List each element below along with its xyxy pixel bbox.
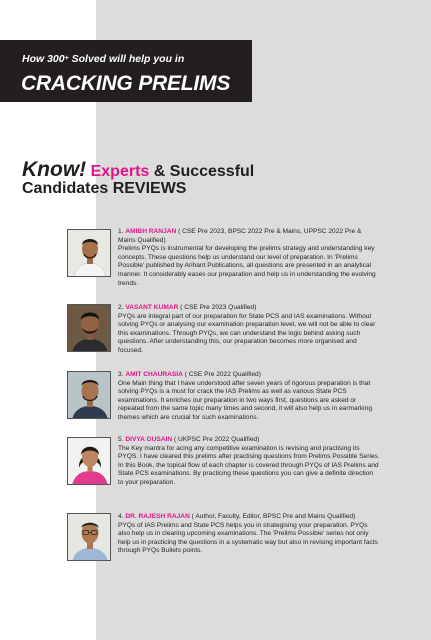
reviewer-credentials: ( CSE Pre 2023 Qualified) [178, 304, 257, 311]
review-2 [118, 304, 380, 356]
heading-successful: & Successful [153, 163, 255, 180]
avatar-divya-gusain [67, 437, 111, 485]
review-3 [118, 371, 380, 423]
banner-subtitle-tail: Solved will help you in [71, 53, 185, 65]
review-text: Prelims PYQs is instrumental for developing the prelims strategy and understanding key concepts. These questions help us understand our level of preparation. In 'Prelims Possible' published by Arihant Publications, all questions are presented in an analytical manner. It considerably eases our preparation and help us in understanding the evolving trends. [118, 245, 376, 287]
review-1 [118, 228, 380, 288]
review-text: PYQs of IAS Prelims and State PCS helps you in strategising your preparation. PYQs also help us in clearing upcoming examinations. The 'Prelims Possible' series not only help us in practicing the questions in a systematic way but also in revising important facts through PYQs Bullets points. [118, 521, 378, 555]
reviewer-credentials: ( CSE Pre 2022 Qualified) [182, 371, 261, 378]
banner-subtitle [22, 53, 184, 65]
avatar-amibh-ranjan [67, 229, 111, 277]
reviews-heading [22, 158, 254, 182]
review-text: The Key mantra for acing any competitive examination is revising and practising its PYQS. I have cleared this prelims after practising questions from Prelims Possible Series. In this Book, the topical flow of each chapter is covered through PYQs of IAS Prelims and State PCS examinations. By practicing these questions you can give a definite direction to your preparation. [118, 444, 380, 486]
heading-know: Know! [22, 158, 87, 181]
banner-subtitle-lead: How [22, 53, 45, 65]
review-5 [118, 513, 380, 556]
reviewer-credentials: ( CSE Pre 2023, BPSC 2022 Pre & Mains, UPPSC 2022 Pre & Mains Qualified) [118, 228, 362, 244]
banner-plus: + [64, 55, 69, 62]
review-index: 4. [118, 513, 124, 520]
heading-line-2: Candidates REVIEWS [22, 180, 187, 197]
banner-number: 300 [47, 53, 65, 65]
review-index: 3. [118, 371, 124, 378]
review-index: 5. [118, 436, 124, 443]
avatar-amit-chaurasia [67, 371, 111, 419]
reviewer-name: AMIBH RANJAN [125, 228, 177, 235]
avatar-vasant-kumar [67, 304, 111, 352]
reviewer-credentials: ( Author, Faculty, Editor, BPSC Pre and Mains Qualified) [189, 513, 356, 520]
reviewer-name: DIVYA GUSAIN [125, 436, 173, 443]
heading-experts: Experts [90, 163, 150, 180]
avatar-rajesh-rajan [67, 513, 111, 561]
banner-title: CRACKING PRELIMS [21, 72, 231, 95]
review-4 [118, 436, 380, 488]
review-index: 1. [118, 228, 124, 235]
review-index: 2. [118, 304, 124, 311]
reviewer-credentials: ( UKPSC Pre 2022 Qualified) [172, 436, 260, 443]
reviewer-name: VASANT KUMAR [125, 304, 179, 311]
review-text: One Main thing that I have understood after seven years of rigorous preparation is that solving PYQs is a must for crack the IAS Prelims as well as various State PCS examinations. It enriches our preparation in two ways first, questions are asked or repeated from the same topic many times and second, it will also help us in earmarking themes which are crucial for such examinations. [118, 379, 372, 421]
reviewer-name: AMIT CHAURASIA [125, 371, 183, 378]
title-banner [0, 40, 252, 102]
reviewer-name: DR. RAJESH RAJAN [125, 513, 190, 520]
review-text: PYQs are integral part of our preparation for State PCS and IAS examinations. Without solving PYQs or analysing our examination preparation level, we will not be able to clear this examinations. Through PYQs, we can understand the logic behind asking such questions. After understanding this, our preparation becomes more organised and focused. [118, 312, 376, 354]
